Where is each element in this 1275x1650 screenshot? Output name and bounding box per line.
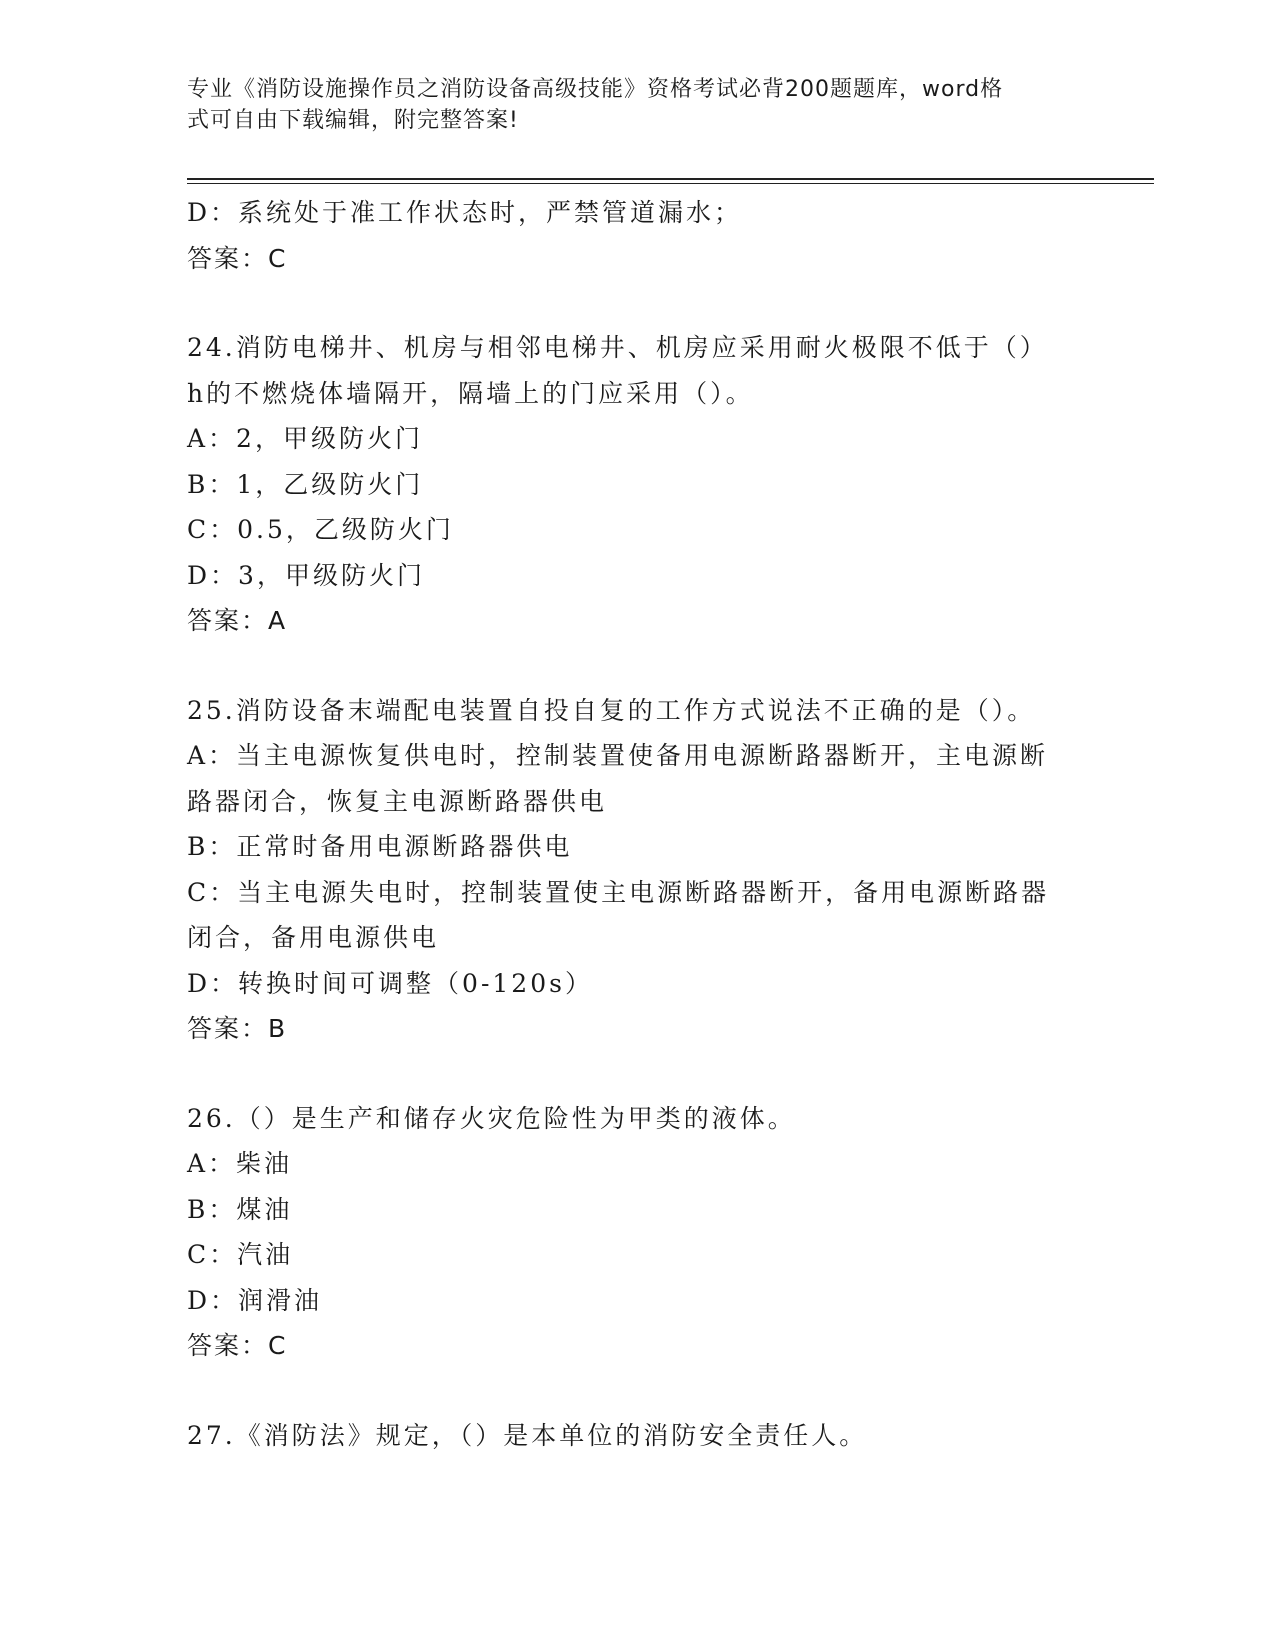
question-text-line: 26.（）是生产和储存火灾危险性为甲类的液体。 — [187, 1103, 796, 1133]
spacer — [187, 644, 1087, 688]
option-line: A：2，甲级防火门 — [187, 424, 423, 453]
option-line: A：柴油 — [187, 1149, 293, 1178]
question-text-line: 25.消防设备末端配电装置自投自复的工作方式说法不正确的是（）。 — [187, 695, 1036, 725]
header-line-2: 式可自由下载编辑，附完整答案! — [187, 108, 519, 133]
spacer — [187, 1052, 1087, 1096]
question-24 — [187, 325, 1087, 644]
header-line-1: 专业《消防设施操作员之消防设备高级技能》资格考试必背200题题库，word格 — [187, 77, 1004, 102]
option-line: D：系统处于准工作状态时，严禁管道漏水； — [187, 198, 743, 227]
option-line: B：煤油 — [187, 1194, 293, 1224]
question-25 — [187, 688, 1087, 1052]
option-line: D：3，甲级防火门 — [187, 560, 425, 590]
answer-line: 答案：B — [187, 1014, 288, 1043]
option-line: C：0.5，乙级防火门 — [187, 515, 454, 544]
option-line: 闭合，备用电源供电 — [187, 923, 440, 952]
question-text-line: 24.消防电梯井、机房与相邻电梯井、机房应采用耐火极限不低于（） — [187, 333, 1048, 362]
option-line: C：当主电源失电时，控制装置使主电源断路器断开，备用电源断路器 — [187, 877, 1050, 907]
question-text-line: h的不燃烧体墙隔开，隔墙上的门应采用（）。 — [187, 378, 754, 408]
answer-line: 答案：C — [187, 1331, 288, 1360]
question-27 — [187, 1413, 1087, 1459]
answer-line: 答案：C — [187, 243, 288, 273]
option-line: B：正常时备用电源断路器供电 — [187, 832, 573, 861]
header-divider-thin — [187, 183, 1154, 184]
option-line: A：当主电源恢复供电时，控制装置使备用电源断路器断开，主电源断 — [187, 741, 1049, 770]
question-26 — [187, 1096, 1087, 1369]
header-divider-thick — [187, 178, 1154, 180]
document-body — [187, 190, 1087, 1458]
answer-line: 答案：A — [187, 606, 288, 635]
document-header — [187, 74, 1067, 136]
option-line: D：润滑油 — [187, 1285, 323, 1315]
spacer — [187, 1369, 1087, 1413]
question-text-line: 27.《消防法》规定，（）是本单位的消防安全责任人。 — [187, 1420, 868, 1450]
option-line: 路器闭合，恢复主电源断路器供电 — [187, 786, 608, 816]
spacer — [187, 281, 1087, 325]
question-fragment — [187, 190, 1087, 281]
option-line: D：转换时间可调整（0-120s） — [187, 968, 593, 998]
option-line: C：汽油 — [187, 1240, 294, 1269]
option-line: B：1，乙级防火门 — [187, 469, 424, 499]
